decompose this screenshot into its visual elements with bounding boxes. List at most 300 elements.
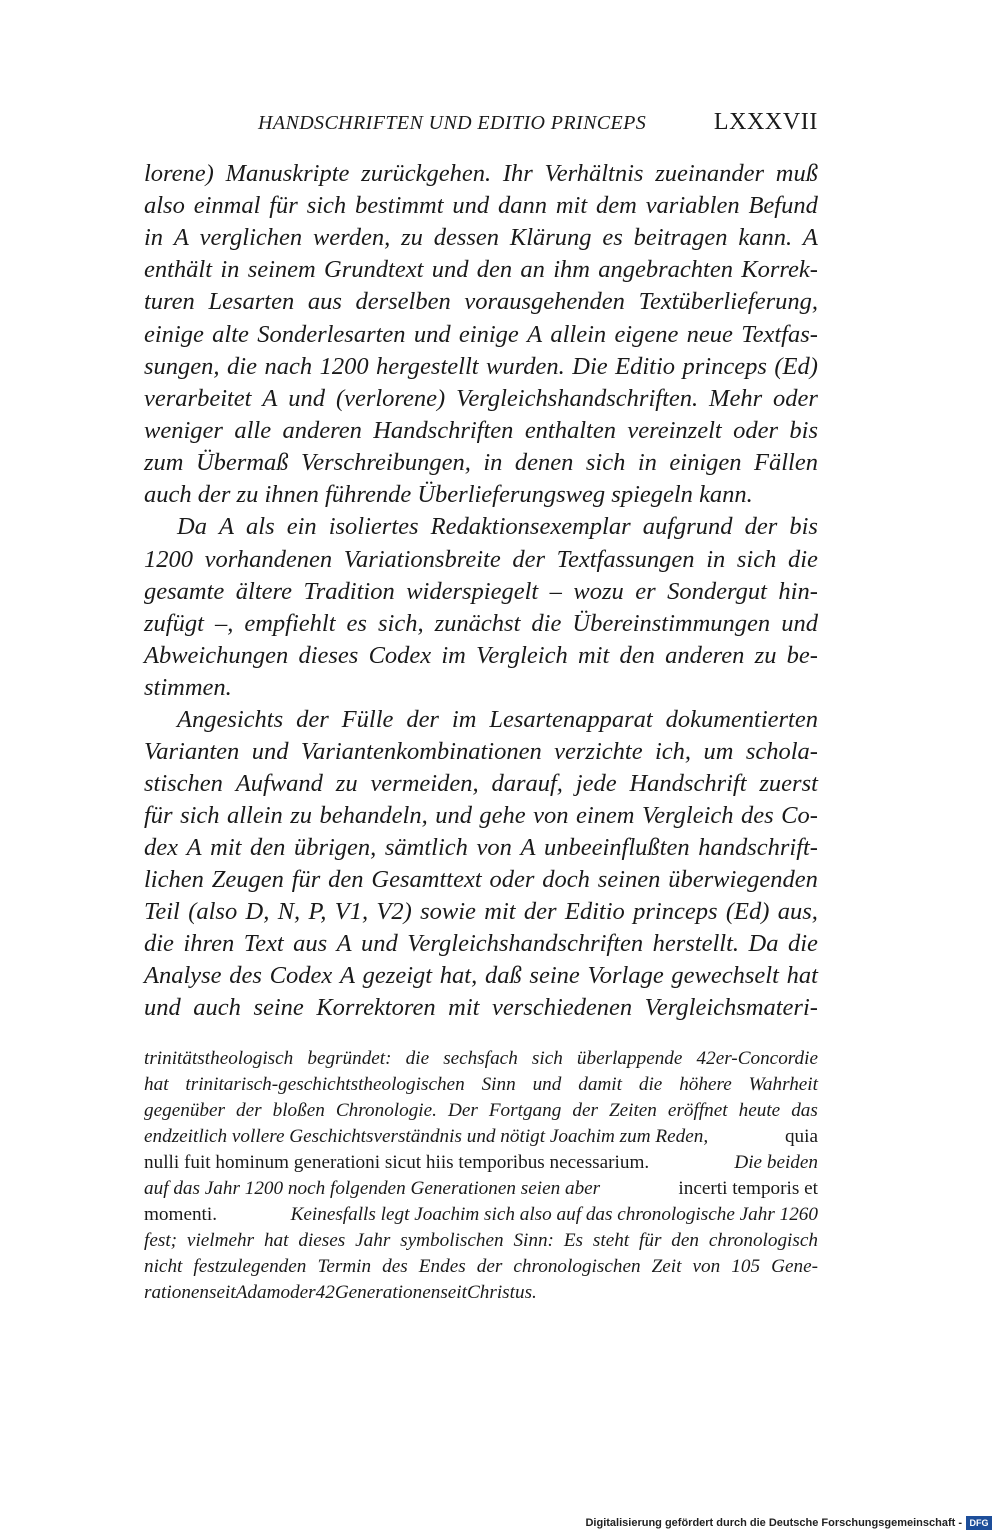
- word: trinitätstheologisch: [144, 1048, 294, 1069]
- word: Handschrift: [629, 770, 747, 797]
- word: aus,: [777, 898, 818, 925]
- word: daß: [484, 962, 522, 989]
- text-line: [144, 417, 818, 449]
- word: Manuskripte: [225, 160, 350, 187]
- word: für: [291, 866, 321, 893]
- word: dex: [144, 834, 178, 861]
- word: Editio: [615, 353, 675, 380]
- word: oder: [733, 417, 779, 444]
- word: der: [236, 1100, 262, 1121]
- word: der: [523, 898, 557, 925]
- word: verschiedenen: [492, 994, 633, 1021]
- word: verarbeitet: [144, 385, 252, 412]
- word: A: [336, 930, 352, 957]
- word: seit: [209, 1282, 236, 1303]
- word: den: [476, 256, 513, 283]
- word: hat: [263, 1230, 289, 1251]
- word: Befund: [748, 192, 818, 219]
- word: Der: [447, 1100, 478, 1121]
- word: behandeln,: [319, 802, 428, 829]
- word: zufügt: [144, 610, 204, 637]
- word: dann: [497, 192, 547, 219]
- word: seinen: [597, 866, 661, 893]
- word: Variantenkombinationen: [300, 738, 542, 765]
- word: Wahrheit: [748, 1074, 818, 1095]
- word: be-: [786, 642, 818, 669]
- word: seinem: [247, 256, 316, 283]
- word: verglichen: [199, 224, 303, 251]
- word: hat: [144, 1074, 169, 1095]
- word: im: [451, 706, 477, 733]
- word: und: [288, 385, 326, 412]
- word: lorene): [144, 160, 214, 187]
- word: alte: [212, 321, 249, 348]
- word: mit: [484, 898, 516, 925]
- word: von: [533, 802, 569, 829]
- word: Verschreibungen,: [301, 449, 471, 476]
- word: damit: [578, 1074, 622, 1095]
- word: vermeiden,: [370, 770, 479, 797]
- word: gesamte: [144, 578, 225, 605]
- word: jede: [575, 770, 617, 797]
- word: herstellt.: [652, 930, 740, 957]
- word: enthält: [144, 256, 213, 283]
- word: als: [246, 513, 275, 540]
- word: alle: [234, 417, 272, 444]
- word: chronologischen: [513, 1256, 641, 1277]
- word: 1200: [319, 353, 369, 380]
- word: Text: [243, 930, 284, 957]
- text-line: [144, 674, 818, 706]
- word: der: [296, 706, 329, 733]
- word: sich: [180, 802, 220, 829]
- word: eröffnet: [667, 1100, 728, 1121]
- text-line: [144, 930, 818, 962]
- word: Lesartenapparat: [489, 706, 653, 733]
- digitization-credit: [585, 1512, 992, 1534]
- word: zu: [290, 802, 313, 829]
- word: und: [144, 994, 181, 1021]
- credit-text: Digitalisierung gefördert durch die Deutsche Forschungsgemeinschaft -: [585, 1517, 962, 1529]
- word: wurden.: [486, 353, 565, 380]
- word: empfiehlt: [244, 610, 336, 637]
- text-line: [144, 321, 818, 353]
- word: die: [787, 930, 818, 957]
- word: auch: [193, 994, 241, 1021]
- word: von: [476, 834, 512, 861]
- word: Textfas-: [741, 321, 818, 348]
- word: A: [173, 224, 189, 251]
- word: doch: [542, 866, 590, 893]
- word: N,: [277, 898, 301, 925]
- word: angebrachten: [598, 256, 733, 283]
- word: einigen: [669, 449, 742, 476]
- word: anderen: [282, 417, 362, 444]
- word: bis: [789, 513, 818, 540]
- text-line: [144, 513, 818, 545]
- footnote-line: [144, 1256, 818, 1282]
- word: des: [382, 1256, 408, 1277]
- footnote-text-roman: momenti.: [144, 1204, 218, 1225]
- word: Gesamttext: [371, 866, 482, 893]
- word: hat: [786, 962, 818, 989]
- word: P,: [308, 898, 327, 925]
- word: der: [406, 706, 439, 733]
- text-line: [144, 481, 818, 513]
- word: aus: [293, 930, 328, 957]
- word: Da: [177, 513, 207, 540]
- word: der: [197, 481, 237, 508]
- word: vielmehr: [186, 1230, 255, 1251]
- word: führende: [325, 481, 418, 508]
- word: symbolischen: [400, 1230, 504, 1251]
- word: Vergleich: [641, 802, 734, 829]
- word: zunächst: [434, 610, 521, 637]
- word: sich: [736, 546, 777, 573]
- word: denen: [514, 449, 574, 476]
- word: stimmen.: [144, 674, 232, 701]
- text-line: [144, 802, 818, 834]
- word: rationen: [144, 1282, 210, 1303]
- word: Korrektoren: [316, 994, 436, 1021]
- text-line: [144, 160, 818, 192]
- word: einige: [144, 321, 204, 348]
- word: seine: [529, 962, 580, 989]
- word: eigene: [614, 321, 679, 348]
- word: A: [186, 834, 202, 861]
- word: hergestellt: [376, 353, 479, 380]
- word: vorhandenen: [204, 546, 333, 573]
- word: ihm: [553, 256, 590, 283]
- word: wozu: [573, 578, 624, 605]
- word: des: [229, 962, 262, 989]
- word: V1,: [334, 898, 369, 925]
- word: Angesichts: [177, 706, 284, 733]
- word: zu: [754, 642, 777, 669]
- word: dessen: [433, 224, 500, 251]
- text-line: [144, 642, 818, 674]
- word: mit: [577, 642, 610, 669]
- word: sich: [585, 449, 626, 476]
- word: Vorlage: [587, 962, 664, 989]
- word: vereinzelt: [627, 417, 722, 444]
- word: zum: [144, 449, 184, 476]
- word: einem: [575, 802, 635, 829]
- footnote-line: [144, 1048, 818, 1074]
- word: Zeit: [651, 1256, 682, 1277]
- word: in: [706, 546, 726, 573]
- word: sowie: [420, 898, 476, 925]
- word: Adam: [235, 1282, 281, 1303]
- word: unbeeinflußten: [544, 834, 690, 861]
- word: chronologisch: [708, 1230, 818, 1251]
- word: isoliertes: [328, 513, 419, 540]
- word: Die: [572, 353, 608, 380]
- word: und: [781, 610, 818, 637]
- word: Variationsbreite: [343, 546, 501, 573]
- word: oder: [773, 385, 818, 412]
- word: mit: [210, 834, 242, 861]
- word: lichen: [144, 866, 204, 893]
- word: und: [532, 1074, 562, 1095]
- word: Fällen: [754, 449, 818, 476]
- word: Editio: [564, 898, 625, 925]
- word: Sondergut: [667, 578, 767, 605]
- footnote-text-italic: endzeitlich vollere Geschichtsverständnis und nötigt Joachim zum Reden,: [144, 1126, 709, 1147]
- footnote-line: [144, 1074, 818, 1100]
- word: Analyse: [144, 962, 222, 989]
- word: zu: [236, 481, 265, 508]
- word: Es: [563, 1230, 584, 1251]
- word: ihnen: [264, 481, 326, 508]
- word: turen: [144, 288, 195, 315]
- word: höhere: [679, 1074, 732, 1095]
- text-line: [144, 898, 818, 930]
- word: Verhältnis: [544, 160, 644, 187]
- word: ein: [286, 513, 317, 540]
- word: muß: [775, 160, 818, 187]
- word: den: [671, 1230, 700, 1251]
- word: Übermaß: [195, 449, 289, 476]
- word: der: [476, 1256, 503, 1277]
- word: Vergleichsmateri-: [644, 994, 818, 1021]
- word: von: [692, 1256, 721, 1277]
- footnote-text-italic: Die beiden: [734, 1152, 818, 1173]
- word: den: [250, 834, 286, 861]
- word: enthalten: [524, 417, 616, 444]
- word: für: [269, 192, 298, 219]
- word: an: [520, 256, 545, 283]
- word: A: [219, 513, 234, 540]
- word: Mehr: [709, 385, 763, 412]
- footnote-text-italic: Keinesfalls legt Joachim sich also auf das chronologische Jahr 1260: [290, 1204, 818, 1225]
- word: überwiegenden: [668, 866, 818, 893]
- word: Handschriften: [373, 417, 514, 444]
- word: in: [220, 256, 240, 283]
- word: allein: [227, 802, 283, 829]
- text-line: [144, 224, 818, 256]
- word: zuerst: [759, 770, 818, 797]
- word: gehe: [479, 802, 526, 829]
- word: Korrek-: [741, 256, 818, 283]
- word: für: [144, 802, 173, 829]
- footnote-line: [144, 1282, 818, 1308]
- word: das: [791, 1100, 818, 1121]
- word: zueinander: [655, 160, 765, 187]
- word: den: [619, 642, 655, 669]
- word: festzulegenden: [193, 1256, 307, 1277]
- word: Übereinstimmungen: [572, 610, 771, 637]
- word: spiegeln: [611, 481, 700, 508]
- word: nicht: [144, 1256, 183, 1277]
- word: und: [452, 192, 490, 219]
- word: A: [339, 962, 355, 989]
- word: Fortgang: [488, 1100, 562, 1121]
- word: gezeigt: [362, 962, 433, 989]
- footnote-line: [144, 1204, 818, 1230]
- word: hin-: [778, 578, 818, 605]
- word: steht: [592, 1230, 630, 1251]
- word: dieses: [298, 642, 359, 669]
- word: bloßen: [272, 1100, 325, 1121]
- word: derselben: [355, 288, 451, 315]
- word: einige: [458, 321, 519, 348]
- word: dokumentierten: [665, 706, 818, 733]
- word: dieses: [298, 1230, 346, 1251]
- word: Termin: [317, 1256, 372, 1277]
- word: sämtlich: [384, 834, 468, 861]
- word: Redaktionsexemplar: [430, 513, 631, 540]
- word: in: [637, 449, 657, 476]
- word: beitragen: [633, 224, 728, 251]
- word: Gene-: [771, 1256, 818, 1277]
- word: Varianten: [144, 738, 240, 765]
- word: zu: [401, 224, 423, 251]
- footnote-line: [144, 1178, 818, 1204]
- word: Teil: [144, 898, 180, 925]
- word: übrigen,: [293, 834, 377, 861]
- word: neue: [686, 321, 733, 348]
- footnote-text-italic: auf das Jahr 1200 noch folgenden Generationen seien aber: [144, 1178, 601, 1199]
- word: weniger: [144, 417, 223, 444]
- word: begründet:: [307, 1048, 392, 1069]
- word: und: [431, 256, 469, 283]
- word: also: [144, 192, 185, 219]
- word: auch: [144, 481, 198, 508]
- word: stischen: [144, 770, 223, 797]
- word: Christus.: [466, 1282, 537, 1303]
- word: aufgrund: [642, 513, 733, 540]
- word: Codex: [368, 642, 432, 669]
- word: –: [549, 578, 562, 605]
- word: fest;: [144, 1230, 178, 1251]
- footnote-text-roman: incerti temporis et: [678, 1178, 818, 1199]
- word: um: [703, 738, 734, 765]
- word: die: [227, 353, 257, 380]
- word: seine: [253, 994, 304, 1021]
- word: nach: [264, 353, 313, 380]
- text-line: [144, 834, 818, 866]
- word: zu: [335, 770, 358, 797]
- word: gewechselt: [671, 962, 779, 989]
- word: oder: [280, 1282, 316, 1303]
- text-line: [144, 256, 818, 288]
- word: Überlieferungsweg: [417, 481, 612, 508]
- word: gegenüber: [144, 1100, 225, 1121]
- word: die: [531, 610, 562, 637]
- text-line: [144, 770, 818, 802]
- word: mit: [448, 994, 480, 1021]
- word: Vergleichshandschriften: [407, 930, 644, 957]
- word: ältere: [235, 578, 293, 605]
- running-title: HANDSCHRIFTEN UND EDITIO PRINCEPS: [258, 112, 647, 134]
- word: zurückgehen.: [361, 160, 492, 187]
- word: der: [744, 513, 778, 540]
- word: ich,: [654, 738, 692, 765]
- word: Grundtext: [324, 256, 424, 283]
- page-number: LXXXVII: [713, 109, 818, 135]
- footnote-text-roman: nulli fuit hominum generationi sicut hiis temporibus necessarium.: [144, 1152, 650, 1173]
- text-line: [144, 546, 818, 578]
- word: seit: [440, 1282, 467, 1303]
- word: Codex: [269, 962, 333, 989]
- word: und: [435, 802, 472, 829]
- word: A: [520, 834, 536, 861]
- word: handschrift-: [698, 834, 818, 861]
- running-header: [258, 109, 818, 142]
- word: Sonderlesarten: [257, 321, 406, 348]
- word: es: [602, 224, 623, 251]
- word: und: [251, 738, 289, 765]
- word: trinitarisch-geschichtstheologischen: [185, 1074, 465, 1095]
- word: sungen,: [144, 353, 220, 380]
- footnote-text-roman: quia: [784, 1126, 818, 1147]
- word: bis: [789, 417, 818, 444]
- word: sechsfach: [443, 1048, 518, 1069]
- word: schola-: [745, 738, 818, 765]
- word: Da: [748, 930, 779, 957]
- word: Endes: [418, 1256, 466, 1277]
- word: Zeiten: [608, 1100, 657, 1121]
- word: widerspiegelt: [406, 578, 539, 605]
- word: Abweichungen: [144, 642, 289, 669]
- text-line: [144, 706, 818, 738]
- word: A: [527, 321, 543, 348]
- word: heute: [738, 1100, 781, 1121]
- word: –,: [214, 610, 234, 637]
- word: 42: [315, 1282, 335, 1303]
- word: (also: [188, 898, 238, 925]
- text-line: [144, 449, 818, 481]
- word: Tradition: [303, 578, 395, 605]
- word: Klärung: [509, 224, 592, 251]
- word: A: [802, 224, 818, 251]
- word: die: [787, 546, 818, 573]
- text-line: [144, 738, 818, 770]
- word: die: [638, 1074, 663, 1095]
- word: Chronologie.: [335, 1100, 437, 1121]
- word: die: [144, 930, 174, 957]
- word: sich: [531, 1048, 563, 1069]
- word: Co-: [781, 802, 818, 829]
- word: Sinn: [481, 1074, 516, 1095]
- word: variablen: [645, 192, 740, 219]
- word: hat,: [439, 962, 478, 989]
- word: überlappende: [576, 1048, 683, 1069]
- text-line: [144, 353, 818, 385]
- word: Zeugen: [211, 866, 284, 893]
- word: der: [512, 546, 545, 573]
- word: ihren: [183, 930, 235, 957]
- word: und: [413, 321, 451, 348]
- footnote-line: [144, 1230, 818, 1256]
- text-line: [144, 866, 818, 898]
- word: Aufwand: [235, 770, 323, 797]
- word: anderen: [665, 642, 745, 669]
- footnote-line: [144, 1100, 818, 1126]
- word: der: [572, 1100, 598, 1121]
- word: Textfassungen: [556, 546, 695, 573]
- word: bestimmt: [355, 192, 444, 219]
- word: (Ed): [774, 353, 818, 380]
- word: Ihr: [502, 160, 533, 187]
- word: V2): [376, 898, 412, 925]
- word: D,: [245, 898, 270, 925]
- word: vorausgehenden: [464, 288, 625, 315]
- word: für: [639, 1230, 662, 1251]
- text-line: [144, 610, 818, 642]
- text-line: [144, 288, 818, 320]
